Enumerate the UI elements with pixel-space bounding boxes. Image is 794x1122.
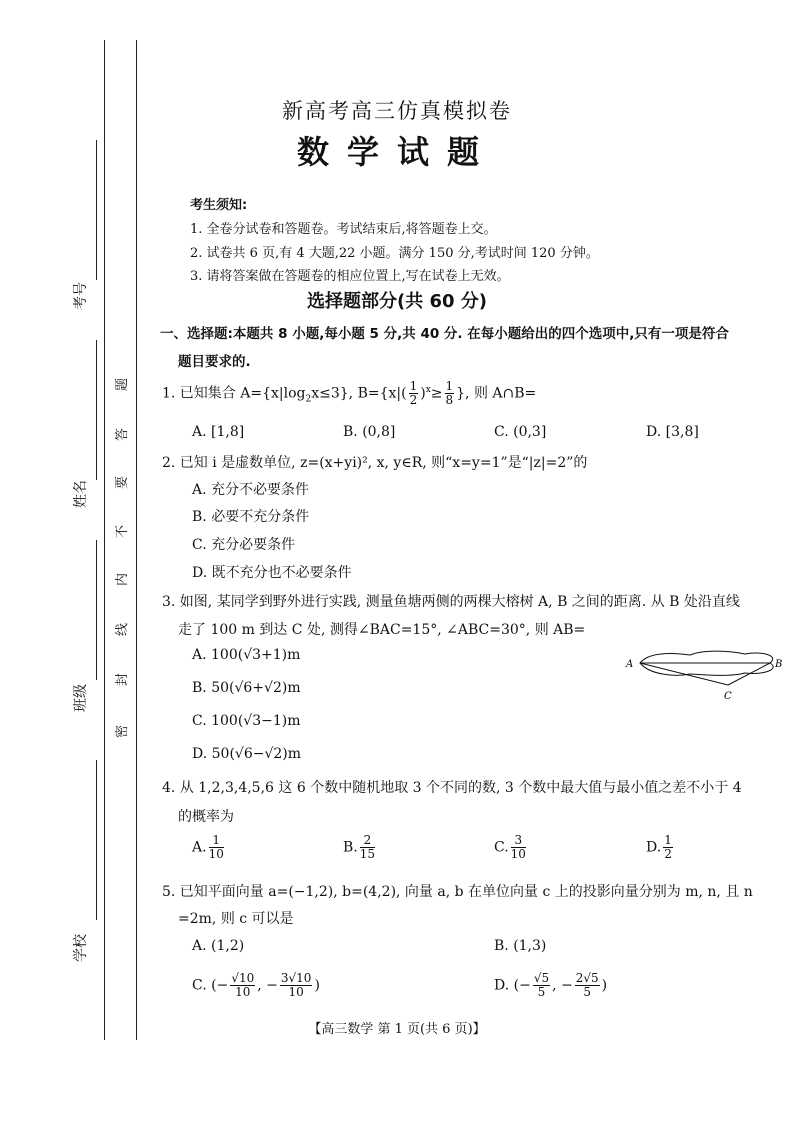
option-sep: , − [257, 977, 278, 994]
seal-char: 不 [115, 524, 131, 539]
q1-part: }, 则 A∩B= [456, 385, 537, 402]
pond-figure [620, 645, 790, 705]
q1-part: ) [420, 385, 426, 402]
option-fraction [230, 972, 255, 999]
option-label: D. (− [494, 977, 531, 994]
notice-item: 3. 请将答案做在答题卷的相应位置上,写在试卷上无效。 [190, 269, 510, 284]
frac-den: 2 [409, 393, 418, 407]
question-5-stem: 5. 已知平面向量 a=(−1,2), b=(4,2), 向量 a, b 在单位向量 c 上的投影向量分别为 m, n, 且 n [162, 884, 753, 900]
frac-num: 3√10 [280, 971, 312, 985]
option-label: C. [494, 839, 509, 856]
part-instructions: 一、选择题:本题共 8 小题,每小题 5 分,共 40 分. 在每小题给出的四个选项中,只有一项是符合 [160, 326, 729, 342]
q1-part: x≤3}, B={x|( [311, 385, 407, 402]
class-label: 班级 [73, 684, 89, 712]
frac-num: 1 [445, 379, 454, 393]
q1-fraction [445, 380, 455, 407]
question-4-stem-cont: 的概率为 [178, 809, 234, 825]
q3-option-d: D. 50(√6−√2)m [192, 746, 302, 762]
option-fraction [360, 834, 375, 861]
q1-part: ≥ [430, 385, 443, 402]
notice-heading: 考生须知: [190, 198, 248, 213]
seal-char: 答 [115, 427, 131, 442]
seal-char: 密 [115, 724, 131, 739]
frac-num: 1 [409, 379, 418, 393]
question-1-stem [162, 380, 536, 407]
q3-option-b: B. 50(√6+√2)m [192, 680, 301, 696]
q1-part: 1. 已知集合 A={x|log [162, 385, 306, 402]
q5-option-d [494, 972, 607, 999]
option-fraction [280, 972, 313, 999]
frac-den: 2 [664, 847, 672, 861]
q1-sup: x [425, 384, 431, 395]
q1-option-c: C. (0,3] [494, 424, 547, 440]
frac-den: 10 [510, 847, 526, 861]
segment-ac [640, 663, 728, 685]
option-fraction [511, 834, 526, 861]
q2-option-c: C. 充分必要条件 [192, 537, 296, 553]
section-title: 选择题部分(共 60 分) [306, 291, 488, 312]
class-underline [96, 540, 97, 680]
part-instructions-cont: 题目要求的. [178, 354, 251, 370]
notice-item: 2. 试卷共 6 页,有 4 大题,22 小题。满分 150 分,考试时间 120 分钟。 [190, 246, 599, 261]
q5-option-b: B. (1,3) [494, 938, 547, 954]
q4-option-a [192, 834, 226, 861]
paper-title: 数学试题 [296, 133, 497, 171]
option-fraction [209, 834, 224, 861]
q1-fraction [409, 380, 419, 407]
q1-option-b: B. (0,8] [343, 424, 396, 440]
school-underline [96, 760, 97, 920]
question-4-stem: 4. 从 1,2,3,4,5,6 这 6 个数中随机地取 3 个不同的数, 3 个数中最大值与最小值之差不小于 4 [162, 780, 742, 796]
q2-option-a: A. 充分不必要条件 [192, 482, 310, 498]
frac-den: 15 [359, 847, 376, 861]
frac-den: 10 [235, 985, 251, 999]
option-label: C. (− [192, 977, 229, 994]
frac-den: 10 [208, 847, 224, 861]
q4-option-d [646, 834, 675, 861]
page-footer: 【高三数学 第 1 页(共 6 页)】 [308, 1022, 486, 1037]
q1-option-a: A. [1,8] [192, 424, 245, 440]
paper-subtitle: 新高考高三仿真模拟卷 [282, 99, 512, 123]
frac-den: 10 [288, 985, 304, 999]
frac-den: 5 [537, 985, 546, 999]
question-3-stem: 3. 如图, 某同学到野外进行实践, 测量鱼塘两侧的两棵大榕树 A, B 之间的距离. 从 B 处沿直线 [162, 594, 740, 610]
seal-char: 线 [115, 622, 131, 637]
question-3-stem-cont: 走了 100 m 到达 C 处, 测得∠BAC=15°, ∠ABC=30°, 则 AB= [178, 622, 586, 638]
option-label: B. [343, 839, 358, 856]
q5-option-a: A. (1,2) [192, 938, 245, 954]
exam-no-label: 考号 [73, 282, 89, 310]
question-5-stem-cont: =2m, 则 c 可以是 [178, 911, 294, 927]
q2-option-d: D. 既不充分也不必要条件 [192, 565, 352, 581]
seal-char: 封 [115, 672, 131, 687]
option-end: ) [314, 977, 320, 994]
segment-bc [728, 663, 770, 685]
option-fraction [663, 834, 673, 861]
q4-option-c [494, 834, 528, 861]
option-label: D. [646, 839, 662, 856]
option-fraction [575, 972, 600, 999]
option-label: A. [192, 839, 207, 856]
binding-line-inner [136, 40, 137, 1040]
school-label: 学校 [73, 934, 89, 962]
frac-num: 1 [209, 834, 224, 848]
seal-char: 要 [115, 475, 131, 490]
frac-num: √5 [533, 971, 550, 985]
frac-num: 1 [664, 833, 672, 847]
label-c: C [724, 691, 732, 702]
name-label: 姓名 [73, 480, 89, 508]
q3-option-c: C. 100(√3−1)m [192, 713, 301, 729]
seal-char: 题 [115, 377, 131, 392]
frac-den: 8 [445, 393, 454, 407]
frac-den: 5 [583, 985, 592, 999]
q5-option-c [192, 972, 320, 999]
label-a: A [626, 659, 634, 670]
q1-option-d: D. [3,8] [646, 424, 699, 440]
option-end: ) [601, 977, 608, 994]
q4-option-b [343, 834, 377, 861]
q1-sub: 2 [305, 394, 312, 405]
question-2-stem: 2. 已知 i 是虚数单位, z=(x+yi)², x, y∈R, 则“x=y=1”是“|z|=2”的 [162, 455, 588, 471]
seal-char: 内 [115, 572, 131, 587]
option-fraction [533, 972, 550, 999]
notice-item: 1. 全卷分试卷和答题卷。考试结束后,将答题卷上交。 [190, 222, 497, 237]
q3-option-a: A. 100(√3+1)m [192, 647, 301, 663]
option-sep: , − [552, 977, 573, 994]
frac-num: 3 [511, 834, 526, 848]
q2-option-b: B. 必要不充分条件 [192, 509, 310, 525]
label-b: B [775, 659, 783, 670]
name-underline [96, 340, 97, 480]
binding-line-outer [104, 40, 105, 1040]
frac-num: 2 [360, 834, 375, 848]
frac-num: √10 [231, 971, 255, 985]
frac-num: 2√5 [575, 971, 599, 985]
